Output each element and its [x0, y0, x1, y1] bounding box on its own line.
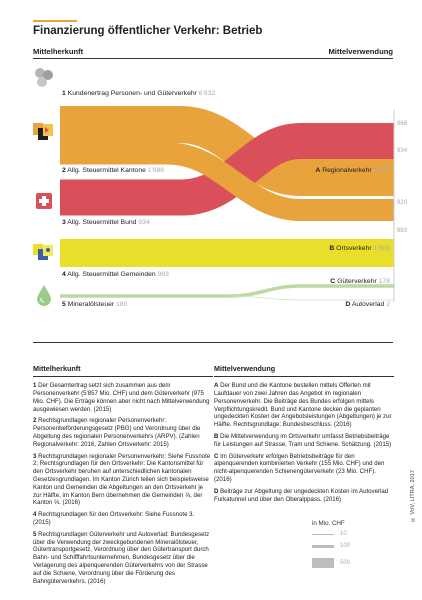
swiss-cross-icon [36, 193, 52, 209]
notes-mittelherkunft [33, 364, 213, 589]
page-title: Finanzierung öffentlicher Verkehr: Betrieb [33, 25, 263, 37]
note-C: C Im Güterverkehr erfolgen Betriebsbeiträge für den alpenquerenden kombinierten Verkehr (155 Mio. CHF) und den nicht-alpenquerenden Schienengüterverkehr (23 Mio. CHF). (2016) [214, 452, 385, 483]
target-label-B: B Ortsverkehr 1'903 [329, 245, 390, 252]
canton-coats-icon [33, 123, 53, 140]
coins-icon [35, 68, 53, 87]
flow-mineral-gueterverkehr [60, 286, 394, 296]
edge-value-934: 934 [396, 147, 408, 154]
note-4: 4 Rechtsgrundlagen für den Ortsverkehr: Siehe Fussnote 3. (2015) [33, 511, 195, 526]
header-mittelverwendung: Mittelverwendung [328, 47, 393, 56]
note-D: D Beiträge zur Abgeltung der ungedeckten Kosten im Autoverlad Furkatunnel und über den Oberalppass. (2016) [214, 487, 389, 503]
header-mittelherkunft: Mittelherkunft [33, 47, 84, 56]
note-3: 3 Rechtsgrundlagen regionaler Personenverkehr: Siehe Fussnote 2; Rechtsgrundlagen für den Ortsverkehr: Die Kantonsmittel für den Ortsverkehr beruhen auf unterschiedlichen kantonalen Gesetzesgrundlagen. Im Kanton Zürich teilen sich beispielsweise Kanton und Gemeinden die Abgeltungen an den Ortsverkehr je zur Hälfte, im Kanton Bern übernehmen die Gemeinden ⅓, der Kanton ⅔. (2016) [33, 452, 211, 507]
legend-title: in Mio. CHF [312, 520, 345, 527]
notes-mittelverwendung [214, 364, 394, 507]
edge-value-983: 983 [396, 227, 408, 234]
target-label-D: D Autoverlad 2 [345, 301, 390, 308]
fuel-drop-icon [37, 285, 51, 306]
source-label-5: 5 Mineralölsteuer 180 [62, 301, 128, 308]
notes-right-title: Mittelverwendung [214, 364, 276, 373]
diagram-bottom-rule [33, 342, 393, 343]
note-A: A Der Bund und die Kantone bestellen mittels Offerten mit Laufdauer von zwei Jahren das Angebot im regionalen Personenverkehr. Die Beiträge des Bundes erfolgen mittels Verpflichtungskredit. Bund und Kantone decken die geplanten ungedeckten Kosten der Angebotsleistungen (Abgeltungen) je zur Hälfte. Rechtsgrundlage: Bundesbeschluss. (2016) [214, 382, 392, 429]
source-label-1: 1 Kundenertrag Personen- und Güterverkehr 6'832 [62, 90, 216, 97]
scale-legend [312, 520, 392, 575]
note-2: 2 Rechtsgrundlagen regionaler Personenverkehr: Personenbeförderungsgesetz (PBG) und Verordnung über die Abgeltung des regionalen Personenverkehrs (ARPV). (Zahlen Regionalverkehr: 2016, Zahlen Ortsverkehr: 2015) [33, 417, 201, 448]
copyright: © VöV, LITRA, 2017 [410, 470, 416, 523]
note-1: 1 Der Gesamtertrag setzt sich zusammen aus dem Personenverkehr (5'857 Mio. CHF) und dem Güterverkehr (975 Mio. CHF). Die Erträge können aber nicht nach Mittelverwendung ausgewiesen werden. (2015) [33, 382, 210, 413]
source-label-4: 4 Allg. Steuermittel Gemeinden 983 [62, 271, 169, 278]
municipality-coats-icon [33, 244, 53, 260]
flow-mineral-autoverlad [230, 296, 394, 300]
source-label-2: 2 Allg. Steuermittel Kantone 1'886 [62, 167, 165, 174]
legend-row-500: 500 [312, 555, 392, 575]
note-5: 5 Rechtsgrundlagen Güterverkehr und Autoverlad: Bundesgesetz über die Verwendung der zweckgebundenen Mineralölsteuer, Gütertransportgesetz, Verordnung über den Gütertransport durch Bahn- und Schifffahrtsunternehmen, Bundesgesetz über die Verlagerung des alpenquerenden Güterverkehrs von der Strasse auf die Schiene, Verordnung über die Förderung des Bahngüterverkehrs. (2016) [33, 530, 210, 585]
edge-value-966: 966 [396, 120, 408, 127]
source-label-3: 3 Allg. Steuermittel Bund 934 [62, 219, 150, 226]
legend-row-100: 100 [312, 541, 392, 553]
note-B: B Die Mittelverwendung im Ortsverkehr umfasst Betriebsbeiträge für Leistungen auf Strasse, Tram und Schiene. Schätzung. (2015) [214, 433, 392, 448]
target-label-C: C Güterverkehr 178 [330, 278, 390, 285]
edge-value-920: 920 [396, 199, 408, 206]
notes-left-title: Mittelherkunft [33, 364, 81, 373]
target-label-A: A Regionalverkehr 1'900 [315, 167, 390, 174]
legend-row-10: 10 [312, 529, 392, 539]
